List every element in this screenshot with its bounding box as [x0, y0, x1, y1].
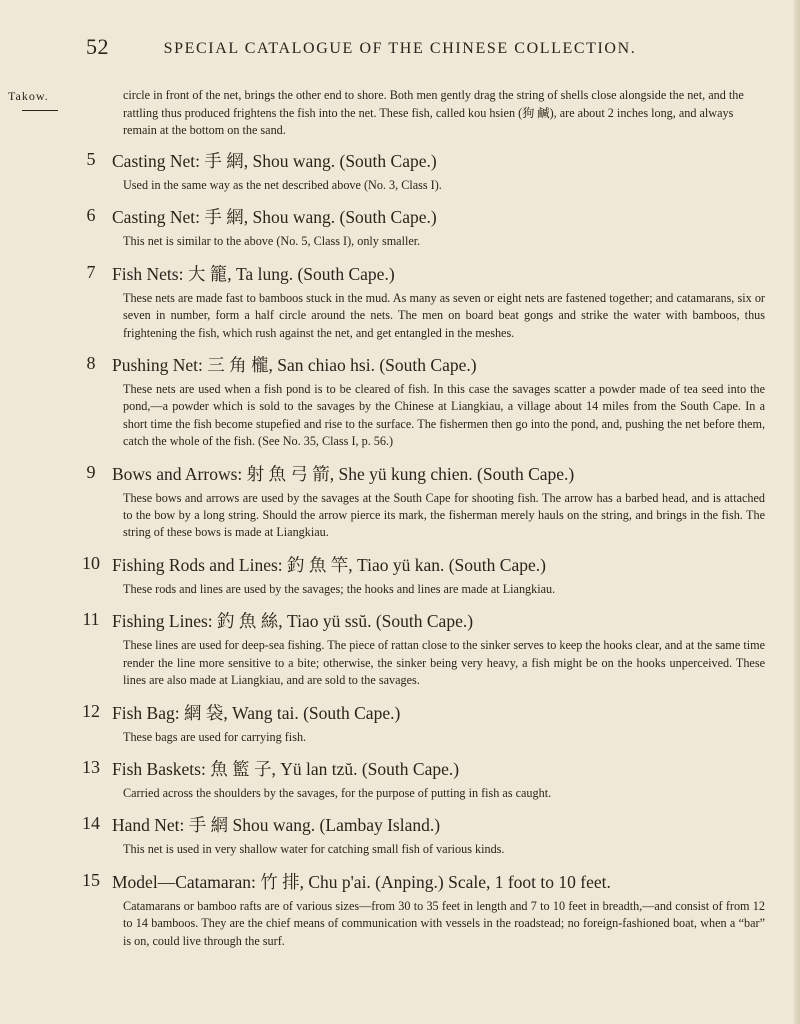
entry-description: Catamarans or bamboo rafts are of various sizes—from 30 to 35 feet in length and 7 to 10 feet in breadth,—and consist of from 12 to 14 bamboos. They are the chief means of communication with vessels in the roadstead; no foreign-fashioned boat, when a “bar” is on, could live through the surf. — [123, 898, 765, 948]
entry-number: 9 — [86, 461, 96, 482]
entry-number: 15 — [82, 869, 100, 890]
entry-heading: Casting Net: 手 網, Shou wang. (South Cape.) — [112, 207, 437, 228]
margin-note — [8, 89, 58, 111]
entry-description: This net is similar to the above (No. 5, Class I), only smaller. — [123, 234, 421, 249]
catalogue-entry — [0, 353, 800, 451]
entry-number: 8 — [86, 353, 96, 374]
margin-rule — [22, 110, 58, 111]
intro-paragraph: circle in front of the net, brings the other end to shore. Both men gently drag the string of shells close alongside the net, and the rattling thus produced frightens the fish into the net. These fish, called kou hsien (狗 鹹), are about 2 inches long, and always remain at the bottom on the sand. — [123, 88, 744, 137]
entry-number: 10 — [82, 552, 100, 573]
catalogue-entries — [0, 149, 800, 961]
entry-number: 6 — [86, 205, 96, 226]
catalogue-entry — [0, 813, 800, 858]
entry-number: 5 — [86, 149, 96, 169]
entry-description: This net is used in very shallow water for catching small fish of various kinds. — [123, 842, 505, 857]
catalogue-entry — [0, 262, 800, 342]
entry-number: 14 — [82, 813, 100, 834]
entry-heading: Fishing Lines: 釣 魚 絲, Tiao yü ssŭ. (South Cape.) — [112, 611, 474, 632]
entry-description: These lines are used for deep-sea fishing. The piece of rattan close to the sinker serves to keep the hooks clear, and at the same time render the line more sensitive to a bite; otherwise, the sinker being very heavy, a fish might be on the hooks unperceived. These lines are also made at Liangkiau, and are sold to the savages. — [123, 638, 765, 688]
entry-description: These rods and lines are used by the savages; the hooks and lines are made at Liangkiau. — [123, 581, 556, 596]
entry-description: Used in the same way as the net described above (No. 3, Class I). — [123, 178, 442, 192]
entry-description: These nets are used when a fish pond is to be cleared of fish. In this case the savages scatter a powder made of tea seed into the pond,—a powder which is sold to the savages by the Chinese at Liangkiau, a village about 14 miles from the South Cape. In a short time the fish become stupefied and rise to the surface. The fishermen then go into the pond, and, pushing the net before them, catch the whole of the fish. (See No. 35, Class I, p. 56.) — [123, 382, 765, 449]
entry-number: 12 — [82, 700, 100, 721]
entry-heading: Model—Catamaran: 竹 排, Chu p'ai. (Anping.) Scale, 1 foot to 10 feet. — [112, 871, 611, 892]
catalogue-entry — [0, 205, 800, 250]
page-edge — [794, 0, 800, 1024]
entry-heading: Bows and Arrows: 射 魚 弓 箭, She yü kung chien. (South Cape.) — [112, 463, 575, 484]
entry-heading: Fish Bag: 網 袋, Wang tai. (South Cape.) — [112, 702, 401, 723]
entry-heading: Fishing Rods and Lines: 釣 魚 竿, Tiao yü kan. (South Cape.) — [112, 554, 546, 575]
catalogue-entry — [0, 701, 800, 746]
entry-heading: Casting Net: 手 網, Shou wang. (South Cape.) — [112, 151, 437, 171]
entry-heading: Fish Nets: 大 籠, Ta lung. (South Cape.) — [112, 263, 395, 284]
running-head: SPECIAL CATALOGUE OF THE CHINESE COLLECTION. — [163, 40, 637, 57]
entry-number: 13 — [82, 756, 100, 777]
catalogue-entry — [0, 553, 800, 598]
catalogue-entry — [0, 462, 800, 542]
entry-heading: Pushing Net: 三 角 櫳, San chiao hsi. (South Cape.) — [112, 355, 477, 376]
catalogue-entry — [0, 870, 800, 950]
entry-heading: Hand Net: 手 網 Shou wang. (Lambay Island.) — [112, 815, 441, 836]
entry-description: These nets are made fast to bamboos stuck in the mud. As many as seven or eight nets are fastened together; and catamarans, six or seven in number, form a half circle around the nets. The men on board beat gongs and strike the water with bamboos, thus frightening the fish, which rush against the net, and get entangled in the meshes. — [123, 290, 765, 340]
entry-description: These bags are used for carrying fish. — [123, 729, 307, 744]
entry-number: 7 — [86, 261, 96, 282]
catalogue-entry — [0, 149, 800, 194]
margin-note-text: Takow. — [8, 89, 49, 103]
entry-description: Carried across the shoulders by the savages, for the purpose of putting in fish as caught. — [123, 785, 552, 800]
catalogue-entry — [0, 609, 800, 689]
page-number: 52 — [86, 34, 109, 59]
entry-number: 11 — [82, 609, 100, 630]
entry-description: These bows and arrows are used by the savages at the South Cape for shooting fish. The arrow has a barbed head, and is attached to the bow by a long string. Should the arrow pierce its mark, the fisherman merely hauls on the string, and brings in the fish. The string of these bows is made at Liangkiau. — [123, 490, 765, 540]
catalogue-entry — [0, 757, 800, 802]
entry-heading: Fish Baskets: 魚 籃 子, Yü lan tzŭ. (South Cape.) — [112, 758, 460, 779]
